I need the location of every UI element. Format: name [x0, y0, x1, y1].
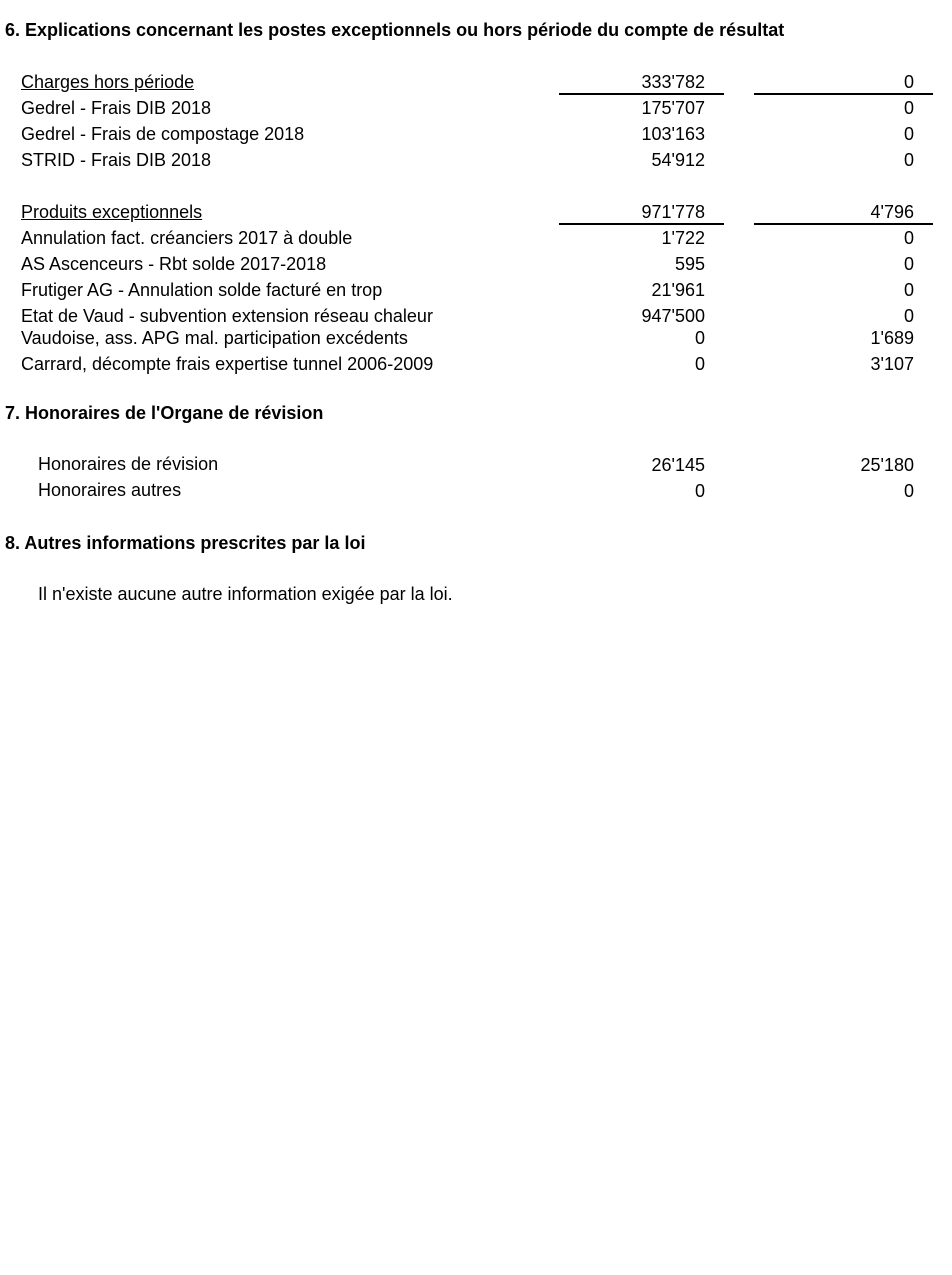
line-item-col1: 26'145 — [651, 455, 705, 475]
line-item-col1: 1'722 — [661, 228, 705, 248]
line-item-col2: 0 — [903, 98, 914, 118]
total-rule-col1 — [559, 93, 724, 95]
line-item-col2: 0 — [903, 228, 914, 248]
line-item-col2: 0 — [903, 124, 914, 144]
line-item-col1: 54'912 — [651, 150, 705, 170]
section-8-title: 8. Autres informations prescrites par la loi — [5, 533, 366, 553]
line-item-col2: 1'689 — [870, 328, 914, 348]
line-item-label: Frutiger AG - Annulation solde facturé en trop — [21, 280, 383, 300]
total-rule-col2 — [754, 93, 933, 95]
line-item-col2: 0 — [903, 254, 914, 274]
section-7-title: 7. Honoraires de l'Organe de révision — [5, 403, 324, 423]
line-item-col2: 3'107 — [870, 354, 914, 374]
line-item-label: STRID - Frais DIB 2018 — [21, 150, 212, 170]
line-item-col1: 947'500 — [641, 306, 705, 326]
produits-exceptionnels-label: Produits exceptionnels — [21, 202, 203, 222]
line-item-col2: 0 — [903, 280, 914, 300]
line-item-label: Carrard, décompte frais expertise tunnel 2006-2009 — [21, 354, 434, 374]
section-6-title: 6. Explications concernant les postes exceptionnels ou hors période du compte de résultat — [5, 20, 785, 40]
line-item-col1: 595 — [674, 254, 705, 274]
produits-total-col2: 4'796 — [870, 202, 914, 222]
line-item-col1: 0 — [694, 481, 705, 501]
line-item-label: Gedrel - Frais de compostage 2018 — [21, 124, 305, 144]
total-rule-col2 — [754, 223, 933, 225]
line-item-label: Gedrel - Frais DIB 2018 — [21, 98, 212, 118]
line-item-col1: 0 — [694, 328, 705, 348]
charges-total-col1: 333'782 — [641, 72, 705, 92]
line-item-col2: 25'180 — [860, 455, 914, 475]
line-item-col1: 21'961 — [651, 280, 705, 300]
line-item-label: AS Ascenceurs - Rbt solde 2017-2018 — [21, 254, 327, 274]
line-item-col1: 103'163 — [641, 124, 705, 144]
line-item-col1: 175'707 — [641, 98, 705, 118]
line-item-label: Honoraires autres — [38, 480, 182, 500]
line-item-label: Annulation fact. créanciers 2017 à double — [21, 228, 353, 248]
line-item-label: Vaudoise, ass. APG mal. participation excédents — [21, 328, 408, 348]
line-item-label: Honoraires de révision — [38, 454, 219, 474]
charges-total-col2: 0 — [903, 72, 914, 92]
line-item-col2: 0 — [903, 306, 914, 326]
section-8-text: Il n'existe aucune autre information exigée par la loi. — [38, 584, 453, 604]
line-item-col2: 0 — [903, 481, 914, 501]
charges-hors-periode-label: Charges hors période — [21, 72, 195, 92]
line-item-col1: 0 — [694, 354, 705, 374]
line-item-label: Etat de Vaud - subvention extension réseau chaleur — [21, 306, 433, 326]
produits-total-col1: 971'778 — [641, 202, 705, 222]
line-item-col2: 0 — [903, 150, 914, 170]
total-rule-col1 — [559, 223, 724, 225]
